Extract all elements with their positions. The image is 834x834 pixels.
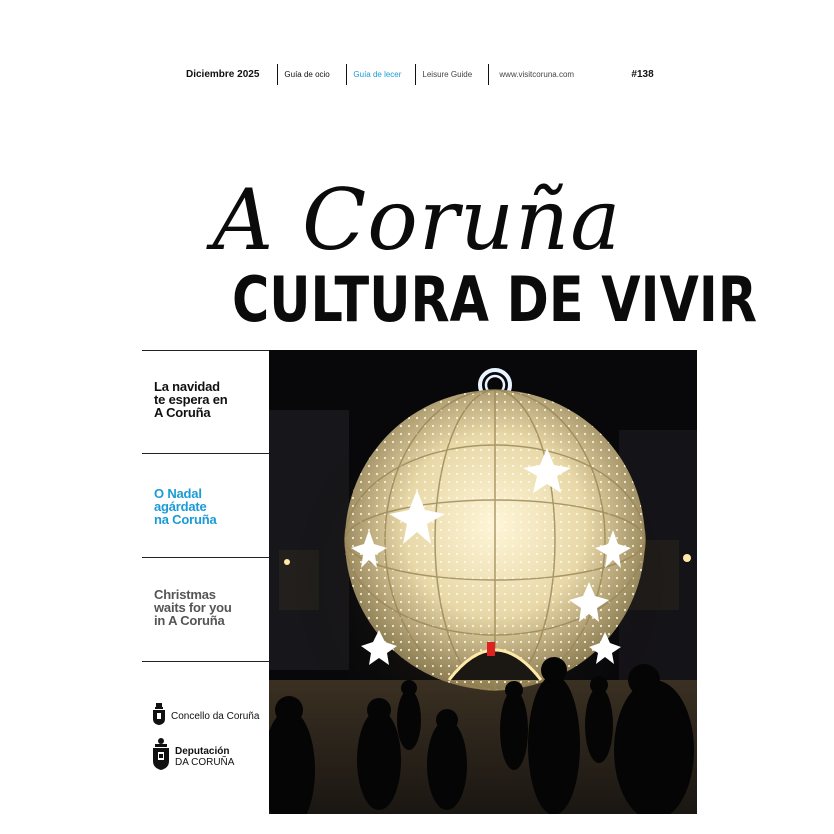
deputacion-line-1: Deputación (175, 745, 230, 757)
website-link[interactable]: www.visitcoruna.com (499, 69, 575, 79)
guide-label-es: Guía de ocio (284, 69, 330, 79)
deputacion-line-2: DA CORUÑA (175, 756, 235, 768)
deputacion-name (175, 746, 234, 768)
guide-label-gl: Guía de lecer (353, 69, 402, 79)
sidebar-line: in A Coruña (154, 613, 225, 628)
divider (488, 64, 489, 85)
masthead-bar (186, 63, 654, 85)
divider (346, 64, 347, 85)
title-headline: CULTURA DE VIVIR (231, 263, 757, 336)
sidebar-line: na Coruña (154, 512, 217, 527)
sidebar-item-en (154, 588, 232, 627)
sidebar-line: te espera en (154, 392, 228, 407)
issue-number: #138 (631, 68, 654, 80)
sidebar-item-gl (154, 487, 216, 526)
sidebar (142, 350, 269, 662)
sidebar-item-es (154, 380, 227, 419)
concello-logo (152, 703, 259, 730)
sidebar-line: waits for you (154, 600, 232, 615)
sidebar-line: Christmas (154, 587, 216, 602)
guide-label-en: Leisure Guide (422, 69, 473, 79)
sidebar-rule (142, 350, 269, 351)
coat-of-arms-icon (152, 738, 170, 775)
sidebar-line: La navidad (154, 379, 220, 394)
cover-photo (269, 350, 697, 814)
issue-date: Diciembre 2025 (186, 68, 260, 80)
sidebar-line: A Coruña (154, 405, 211, 420)
sidebar-rule (142, 453, 269, 454)
divider (277, 64, 278, 85)
coat-of-arms-icon (152, 703, 166, 730)
title-script: A Coruña (212, 171, 622, 269)
christmas-ball-photo (269, 350, 697, 814)
divider (415, 64, 416, 85)
deputacion-logo (152, 738, 234, 775)
sidebar-rule (142, 661, 269, 662)
sidebar-line: O Nadal (154, 486, 202, 501)
sidebar-line: agárdate (154, 499, 207, 514)
sidebar-rule (142, 557, 269, 558)
concello-name: Concello da Coruña (171, 711, 260, 722)
